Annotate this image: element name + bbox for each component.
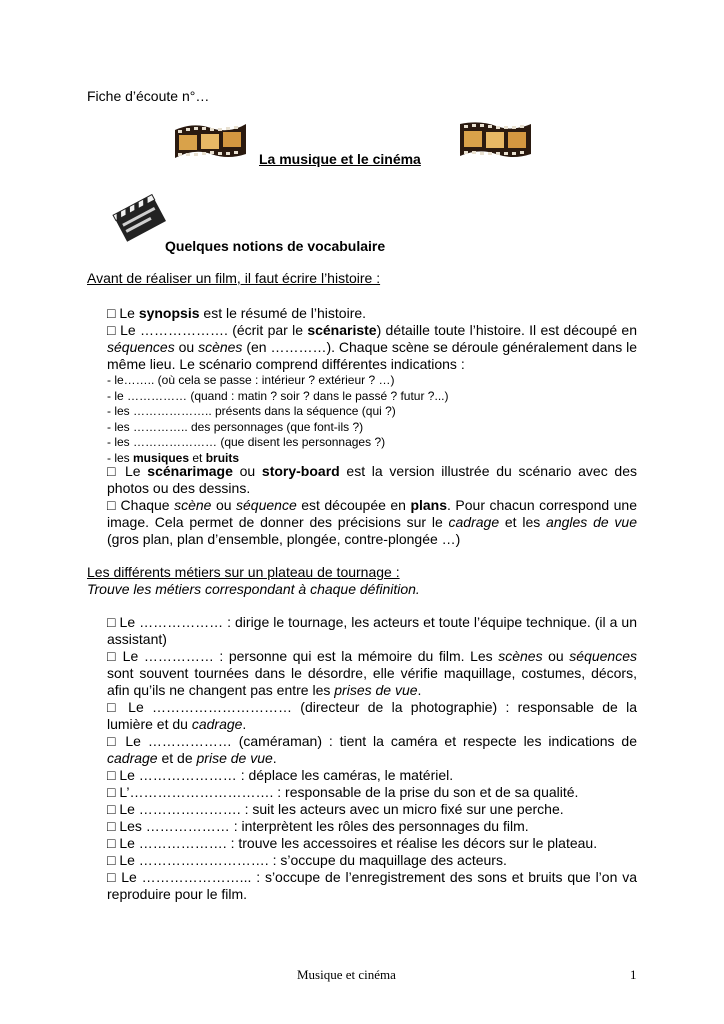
list-item: □ L’…………………………. : responsable de la prise du son et de sa qualité. bbox=[107, 784, 579, 800]
metier-chef-operateur bbox=[107, 699, 637, 733]
list-item: - le…….. (où cela se passe : intérieur ? extérieur ? …) bbox=[107, 373, 395, 387]
scenario-paragraph bbox=[107, 322, 637, 373]
clapperboard-icon bbox=[112, 193, 168, 245]
list-item: □ Le ………………. : trouve les accessoires et réalise les décors sur le plateau. bbox=[107, 835, 598, 851]
list-item: □ Le ………………… : déplace les caméras, le matériel. bbox=[107, 767, 454, 783]
term-prises-de-vue: prises de vue bbox=[334, 682, 418, 698]
film-strip-icon bbox=[173, 120, 248, 162]
text-run: . Pour chacun correspond une image. Cela permet de donner des précisions sur le bbox=[107, 497, 637, 530]
term-bruits: bruits bbox=[205, 450, 240, 465]
fiche-label: Fiche d’écoute n°… bbox=[87, 88, 210, 104]
term-cadrage: cadrage bbox=[191, 716, 243, 732]
plans-paragraph bbox=[107, 497, 637, 548]
page-title: La musique et le cinéma bbox=[259, 151, 421, 167]
text-run: (en …………). Chaque scène se déroule généralement dans le même lieu. Le scénario comprend différentes indications : bbox=[107, 339, 637, 372]
text-run: ou bbox=[211, 497, 237, 513]
term-storyboard: story-board bbox=[261, 463, 340, 479]
term-scenariste: scénariste bbox=[307, 322, 377, 338]
text-run: est le résumé de l’histoire. bbox=[199, 305, 367, 321]
text-run: . bbox=[242, 716, 247, 732]
text-run: est découpée en bbox=[296, 497, 411, 513]
text-run: - les bbox=[107, 450, 134, 465]
text-run: et bbox=[189, 450, 206, 465]
text-run: □ Le ………………. (écrit par le bbox=[107, 322, 308, 338]
term-sequence: séquence bbox=[236, 497, 297, 513]
footer-title: Musique et cinéma bbox=[297, 967, 396, 982]
list-item: - les ………………… (que disent les personnages ?) bbox=[107, 435, 386, 449]
metier-scripte bbox=[107, 648, 637, 699]
list-item: - le …………… (quand : matin ? soir ? dans le passé ? futur ?...) bbox=[107, 388, 449, 403]
text-run: et de bbox=[157, 750, 197, 766]
metier-realisateur: □ Le ……………… : dirige le tournage, les acteurs et toute l’équipe technique. (il a un assistant) bbox=[107, 614, 637, 647]
term-scenes: scènes bbox=[198, 339, 243, 355]
term-scenarimage: scénarimage bbox=[147, 463, 233, 479]
text-run: . bbox=[417, 682, 422, 698]
indication-list bbox=[107, 373, 448, 466]
text-run: est la version illustrée du scénario avec des photos ou des dessins. bbox=[107, 463, 637, 496]
text-run: et les bbox=[499, 514, 547, 530]
page-number: 1 bbox=[630, 967, 637, 982]
text-run: □ Le bbox=[107, 463, 148, 479]
section-subtitle: Quelques notions de vocabulaire bbox=[165, 238, 386, 254]
film-strip-icon bbox=[458, 118, 533, 162]
list-item: □ Les ……………… : interprètent les rôles des personnages du film. bbox=[107, 818, 529, 834]
metier-list bbox=[107, 767, 597, 869]
term-angles-de-vue: angles de vue bbox=[546, 514, 637, 530]
list-item: - les ………….. des personnages (que font-ils ?) bbox=[107, 419, 364, 434]
term-cadrage: cadrage bbox=[107, 750, 158, 766]
text-run: (gros plan, plan d’ensemble, plongée, contre-plongée …) bbox=[107, 531, 461, 547]
term-musiques: musiques bbox=[133, 450, 190, 465]
term-cadrage: cadrage bbox=[448, 514, 500, 530]
term-scene: scène bbox=[174, 497, 212, 513]
synopsis-paragraph bbox=[107, 305, 366, 322]
list-item: □ Le …………………. : suit les acteurs avec un micro fixé sur une perche. bbox=[107, 801, 564, 817]
list-item: - les ……………….. présents dans la séquence (qui ?) bbox=[107, 404, 396, 418]
text-run: sont souvent tournées dans le désordre, elle vérifie maquillage, costumes, décors, afin qu’ils ne changent pas entre les bbox=[107, 665, 637, 698]
term-sequences: séquences bbox=[569, 648, 637, 664]
metier-bruiteur: □ Le …………………... : s’occupe de l’enregistrement des sons et bruits que l’on va reproduire pour le film. bbox=[107, 869, 637, 902]
term-scenes: scènes bbox=[498, 648, 543, 664]
text-run: ou bbox=[542, 648, 570, 664]
text-run: □ Le …………… : personne qui est la mémoire du film. Les bbox=[107, 648, 499, 664]
text-run: ou bbox=[174, 339, 199, 355]
section1-heading: Avant de réaliser un film, il faut écrire l’histoire : bbox=[87, 270, 381, 286]
text-run: ou bbox=[232, 463, 262, 479]
text-run: □ Chaque bbox=[107, 497, 175, 513]
section2-instruction: Trouve les métiers correspondant à chaque définition. bbox=[87, 581, 420, 597]
term-prise-de-vue: prise de vue bbox=[196, 750, 273, 766]
term-sequences: séquences bbox=[107, 339, 175, 355]
section2-heading: Les différents métiers sur un plateau de tournage : bbox=[87, 564, 400, 580]
text-run: . bbox=[272, 750, 277, 766]
scenarimage-paragraph bbox=[107, 463, 637, 497]
text-run: ) détaille toute l’histoire. Il est découpé en bbox=[376, 322, 637, 338]
term-synopsis: synopsis bbox=[138, 305, 200, 321]
list-item: □ Le ………………………. : s’occupe du maquillage des acteurs. bbox=[107, 852, 507, 868]
term-plans: plans bbox=[410, 497, 448, 513]
metier-cameraman bbox=[107, 733, 637, 767]
text-run: □ Le bbox=[107, 305, 139, 321]
text-run: □ Le ………………………… (directeur de la photographie) : responsable de la lumière et du bbox=[107, 699, 637, 732]
text-run: □ Le ……………… (caméraman) : tient la caméra et respecte les indications de bbox=[107, 733, 637, 749]
